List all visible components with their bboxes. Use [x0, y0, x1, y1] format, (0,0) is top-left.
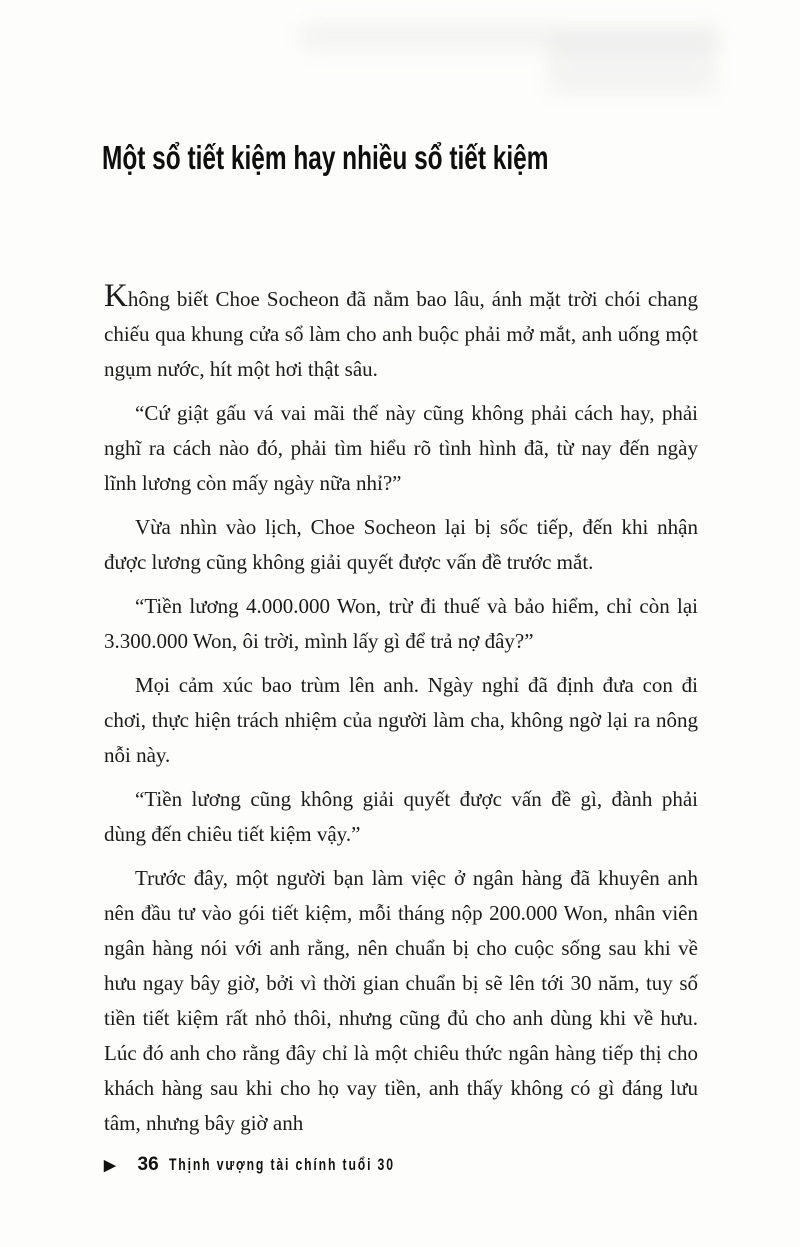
page-number: 36 [137, 1154, 159, 1175]
right-triangle-icon: ▶ [104, 1156, 116, 1174]
paragraph: Mọi cảm xúc bao trùm lên anh. Ngày nghỉ đã định đưa con đi chơi, thực hiện trách nhiệm của người làm cha, không ngờ lại ra nông nỗi này. [104, 673, 698, 767]
paragraph [104, 278, 698, 387]
scan-artifact [548, 34, 716, 94]
paragraph: Vừa nhìn vào lịch, Choe Socheon lại bị sốc tiếp, đến khi nhận được lương cũng không giải quyết được vấn đề trước mắt. [104, 515, 698, 574]
paragraph: “Cứ giật gấu vá vai mãi thế này cũng không phải cách hay, phải nghĩ ra cách nào đó, phải tìm hiểu rõ tình hình đã, từ nay đến ngày lĩnh lương còn mấy ngày nữa nhỉ?” [104, 401, 698, 495]
paragraph: “Tiền lương 4.000.000 Won, trừ đi thuế và bảo hiểm, chỉ còn lại 3.300.000 Won, ôi trời, mình lấy gì để trả nợ đây?” [104, 594, 698, 653]
scan-artifact [300, 24, 720, 50]
paragraph: Trước đây, một người bạn làm việc ở ngân hàng đã khuyên anh nên đầu tư vào gói tiết kiệm, mỗi tháng nộp 200.000 Won, nhân viên ngân hàng nói với anh rằng, nên chuẩn bị cho cuộc sống sau khi về hưu ngay bây giờ, bởi vì thời gian chuẩn bị sẽ lên tới 30 năm, tuy số tiền tiết kiệm rất nhỏ thôi, nhưng cũng đủ cho anh dùng khi về hưu. Lúc đó anh cho rằng đây chỉ là một chiêu thức ngân hàng tiếp thị cho khách hàng sau khi cho họ vay tiền, anh thấy không có gì đáng lưu tâm, nhưng bây giờ anh [104, 866, 698, 1135]
chapter-title-text: Một sổ tiết kiệm hay nhiều sổ tiết kiệm [102, 139, 549, 176]
paragraph-text: hông biết Choe Socheon đã nằm bao lâu, ánh mặt trời chói chang chiếu qua khung cửa sổ làm cho anh buộc phải mở mắt, anh uống một ngụm nước, hít một hơi thật sâu. [104, 287, 698, 381]
body-text [104, 278, 698, 1150]
chapter-title [102, 139, 705, 177]
drop-cap: K [104, 278, 128, 314]
paragraph: “Tiền lương cũng không giải quyết được vấn đề gì, đành phải dùng đến chiêu tiết kiệm vậy.” [104, 787, 698, 846]
page-footer [104, 1154, 474, 1176]
book-title: Thịnh vượng tài chính tuổi 30 [168, 1155, 395, 1174]
